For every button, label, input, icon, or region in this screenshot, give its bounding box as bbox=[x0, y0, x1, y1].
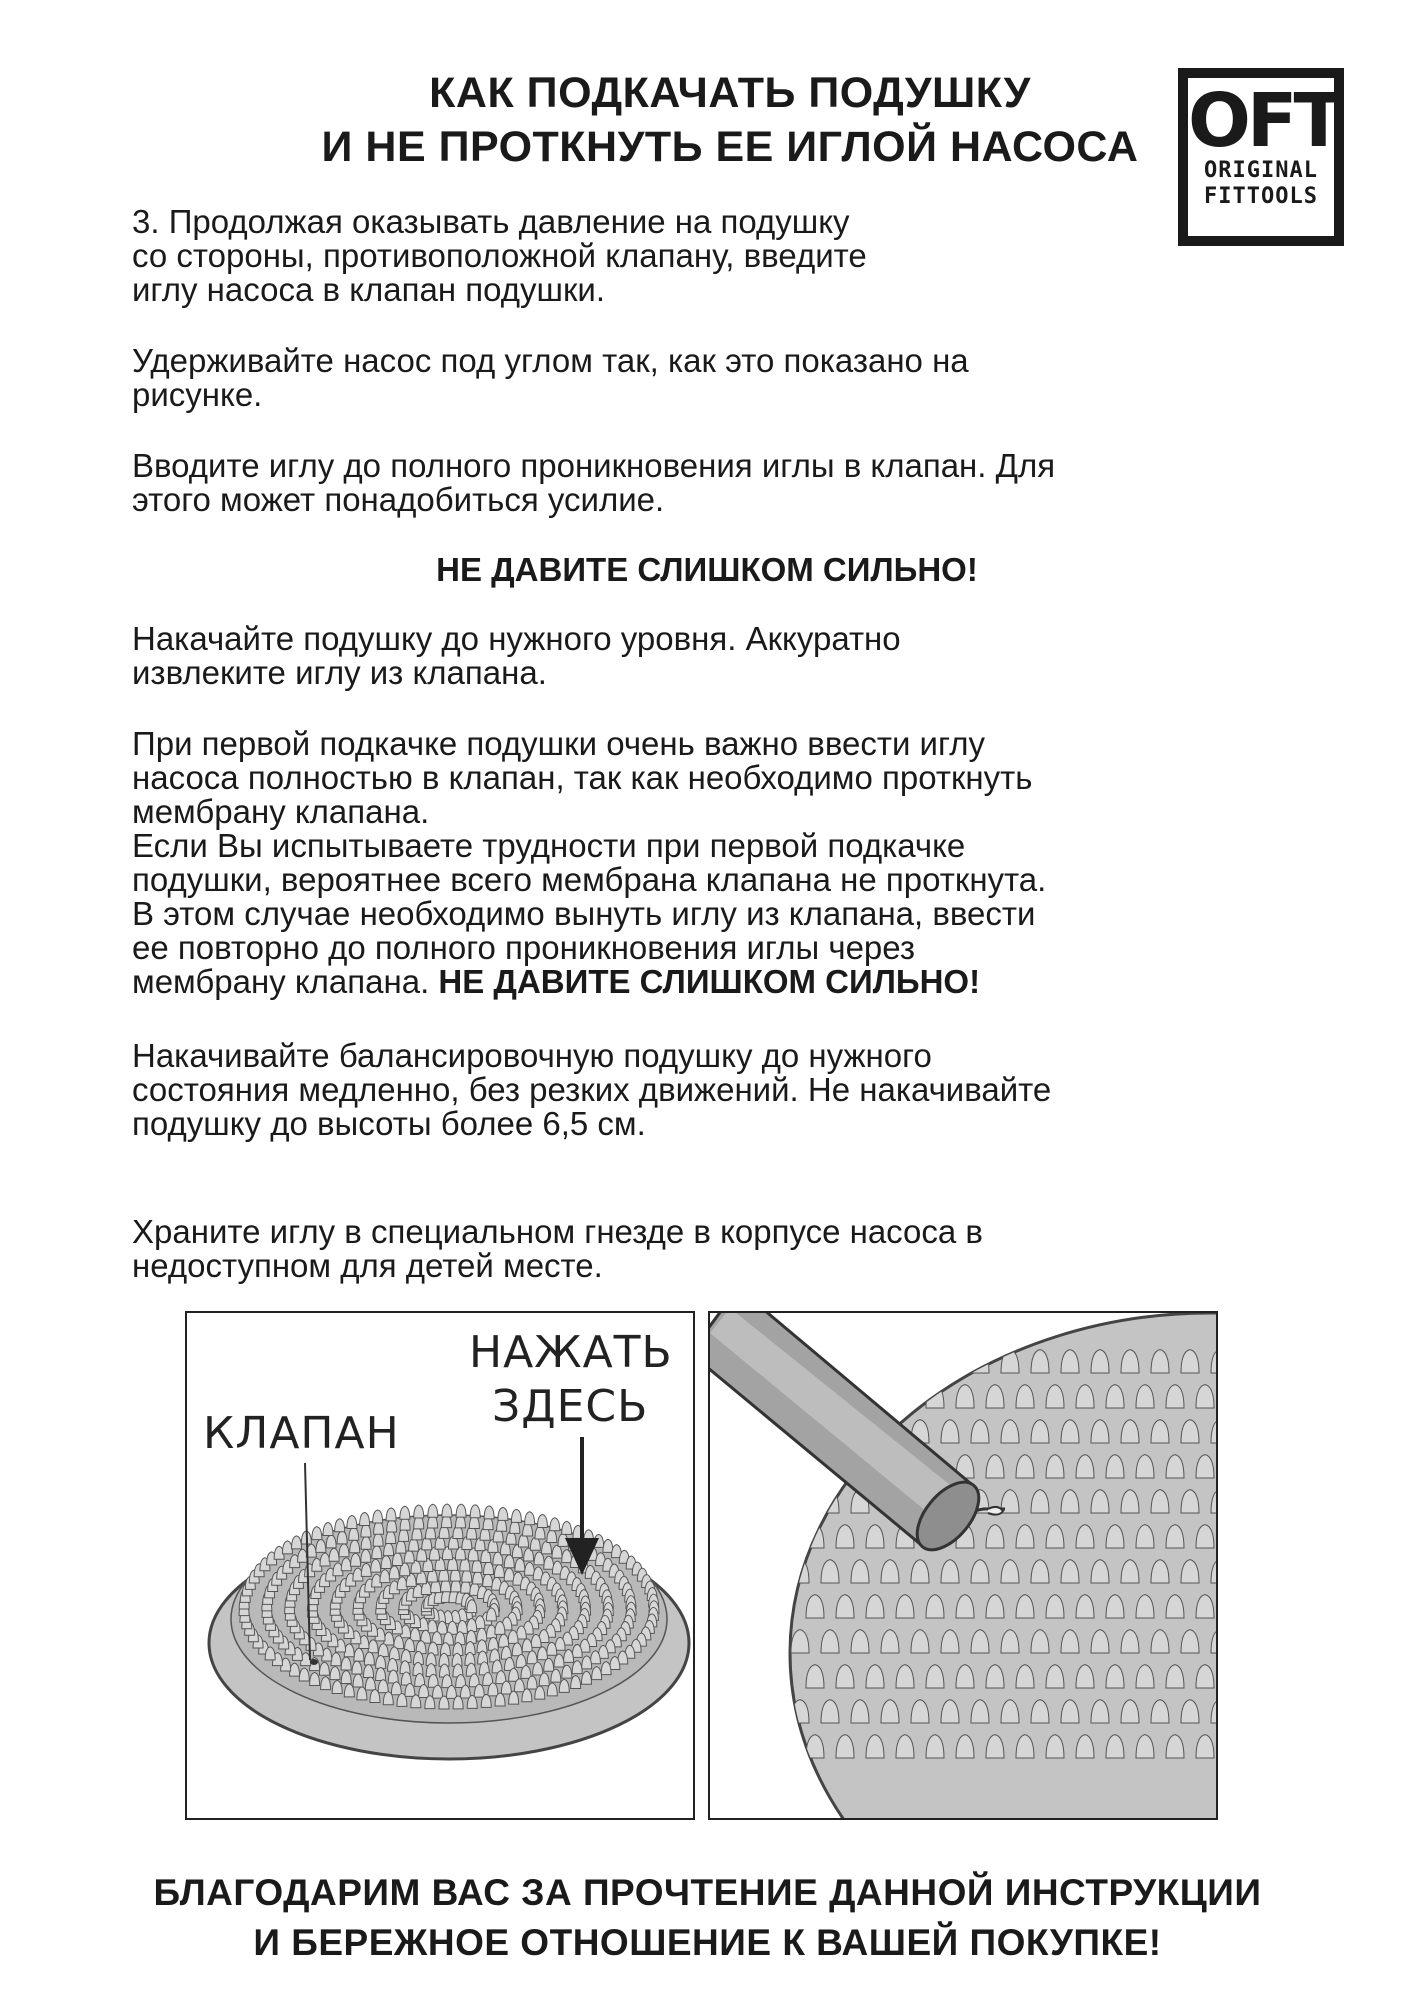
spike bbox=[323, 1523, 333, 1536]
text-line: извлеките иглу из клапана. bbox=[132, 654, 547, 691]
logo-line-2: FITTOOLS bbox=[1204, 184, 1318, 209]
text-line: состояния медленно, без резких движений. Не накачивайте bbox=[132, 1071, 1052, 1108]
spike bbox=[347, 1515, 357, 1528]
first-inflation-paragraph bbox=[132, 727, 1332, 999]
spike bbox=[386, 1508, 396, 1521]
text-line: Храните иглу в специальном гнезде в корпусе насоса в bbox=[132, 1213, 983, 1250]
inline-warning: НЕ ДАВИТЕ СЛИШКОМ СИЛЬНО! bbox=[438, 963, 981, 1000]
text-line: ее повторно до полного проникновения иглы через bbox=[132, 929, 916, 966]
footer-line-2: И БЕРЕЖНОЕ ОТНОШЕНИЕ К ВАШЕЙ ПОКУПКЕ! bbox=[253, 1922, 1162, 1963]
spike bbox=[881, 1350, 899, 1373]
slow-inflate-paragraph bbox=[132, 1039, 1332, 1141]
spike bbox=[941, 1350, 959, 1373]
text-line: В этом случае необходимо вынуть иглу из клапана, ввести bbox=[132, 895, 1036, 932]
title-line-2: И НЕ ПРОТКНУТЬ ЕЕ ИГЛОЙ НАСОСА bbox=[321, 123, 1139, 171]
hold-angle-paragraph bbox=[132, 344, 1332, 412]
spike bbox=[896, 1385, 914, 1408]
spike bbox=[851, 1350, 869, 1373]
text-line: рисунке. bbox=[132, 376, 263, 413]
text-line: иглу насоса в клапан подушки. bbox=[132, 271, 605, 308]
valve-point bbox=[310, 1659, 318, 1665]
spike bbox=[292, 1536, 302, 1549]
spike bbox=[525, 1512, 535, 1525]
spike bbox=[400, 1506, 410, 1519]
spike bbox=[335, 1519, 345, 1532]
text-line: При первой подкачке подушки очень важно ввести иглу bbox=[132, 725, 986, 762]
text-line: подушки, вероятнее всего мембрана клапана не проткнута. bbox=[132, 861, 1047, 898]
text-line: Накачайте подушку до нужного уровня. Аккуратно bbox=[132, 620, 901, 657]
spike bbox=[821, 1490, 839, 1513]
warning-heading: НЕ ДАВИТЕ СЛИШКОМ СИЛЬНО! bbox=[436, 551, 978, 588]
spike bbox=[971, 1350, 989, 1373]
text-line: Удерживайте насос под углом так, как это показано на bbox=[132, 342, 969, 379]
text-line: Накачивайте балансировочную подушку до нужного bbox=[132, 1037, 932, 1074]
spike bbox=[373, 1510, 383, 1523]
spike bbox=[791, 1490, 809, 1513]
spike bbox=[414, 1505, 424, 1518]
text-fragment: мембрану клапана. bbox=[132, 963, 430, 1000]
spike bbox=[511, 1509, 521, 1522]
spike bbox=[603, 1539, 613, 1552]
title-line-1: КАК ПОДКАЧАТЬ ПОДУШКУ bbox=[429, 69, 1031, 117]
text-line: подушку до высоты более 6,5 см. bbox=[132, 1105, 646, 1142]
text-line: мембрану клапана. bbox=[132, 793, 430, 830]
insert-needle-paragraph bbox=[132, 449, 1332, 517]
footer-line-1: БЛАГОДАРИМ ВАС ЗА ПРОЧТЕНИЕ ДАННОЙ ИНСТРУКЦИИ bbox=[153, 1872, 1262, 1913]
spike bbox=[456, 1504, 466, 1517]
text-line: этого может понадобиться усилие. bbox=[132, 481, 665, 518]
text-line: Вводите иглу до полного проникновения иглы в клапан. Для bbox=[132, 447, 1056, 484]
spike bbox=[282, 1541, 292, 1554]
spike bbox=[498, 1507, 508, 1520]
spike bbox=[926, 1385, 944, 1408]
logo-mark: OFT bbox=[1188, 78, 1340, 164]
step3-paragraph bbox=[132, 205, 1332, 307]
page-title bbox=[230, 66, 1230, 174]
spike bbox=[484, 1506, 494, 1519]
inflate-paragraph bbox=[132, 622, 1332, 690]
valve-label: КЛАПАН bbox=[203, 1408, 400, 1459]
spike bbox=[428, 1504, 438, 1517]
text-line: Если Вы испытываете трудности при первой подкачке bbox=[132, 827, 966, 864]
footer-thanks bbox=[100, 1868, 1315, 1968]
spike bbox=[442, 1504, 452, 1517]
pump-drawing bbox=[710, 1313, 1216, 1818]
spike bbox=[911, 1350, 929, 1373]
text-line: 3. Продолжая оказывать давление на подушку bbox=[132, 203, 850, 240]
spike bbox=[470, 1505, 480, 1518]
spike bbox=[312, 1527, 322, 1540]
cushion-illustration-panel bbox=[185, 1311, 695, 1820]
storage-paragraph bbox=[132, 1215, 1332, 1283]
press-label-line-2: ЗДЕСЬ bbox=[492, 1381, 649, 1432]
spike bbox=[360, 1513, 370, 1526]
text-line: насоса полностью в клапан, так как необходимо проткнуть bbox=[132, 759, 1033, 796]
spike bbox=[537, 1515, 547, 1528]
spike bbox=[550, 1518, 560, 1531]
spike bbox=[562, 1521, 572, 1534]
text-line: недоступном для детей месте. bbox=[132, 1247, 603, 1284]
text-line bbox=[132, 965, 1332, 999]
logo-line-1: ORIGINAL bbox=[1204, 158, 1318, 183]
needle-tip bbox=[988, 1507, 1003, 1515]
press-label-line-1: НАЖАТЬ bbox=[469, 1327, 673, 1378]
text-line: со стороны, противоположной клапану, введите bbox=[132, 237, 867, 274]
pump-illustration-panel bbox=[708, 1311, 1218, 1820]
